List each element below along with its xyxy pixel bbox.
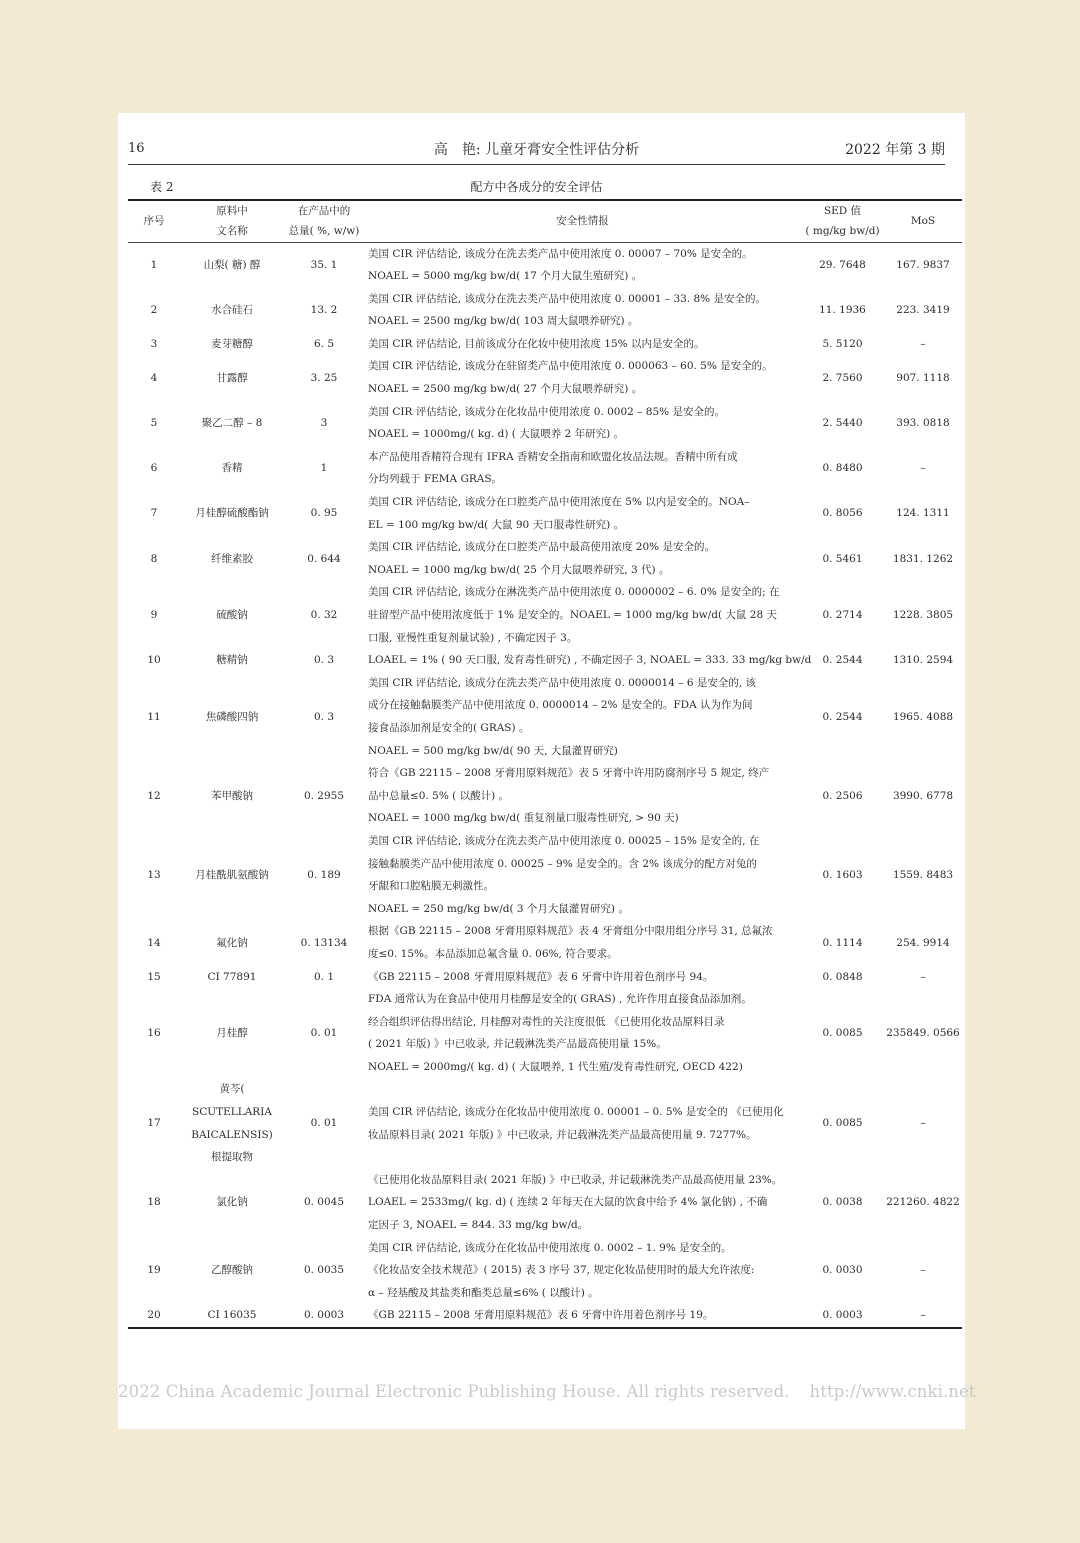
safety-info-line: 美国 CIR 评估结论, 该成分在洗去类产品中使用浓度 0. 0000014 – 6 是安全的, 该: [368, 676, 757, 689]
mos-value: 1310. 2594: [892, 654, 954, 667]
sed-value: 5. 5120: [822, 337, 863, 350]
product-amount: 35. 1: [310, 258, 338, 271]
safety-info-line: FDA 通常认为在食品中使用月桂醇是安全的( GRAS) , 允许作用直接食品添加剂。: [368, 993, 752, 1006]
product-amount: 0. 644: [307, 552, 341, 565]
safety-info: [364, 830, 801, 920]
sed-value: 0. 2544: [822, 710, 863, 723]
sed-value: 0. 8056: [822, 507, 863, 520]
sed-value: 2. 7560: [822, 371, 863, 384]
safety-info-line: EL = 100 mg/kg bw/d( 大鼠 90 天口服毒性研究) 。: [368, 518, 624, 531]
sed-value: 2. 5440: [822, 416, 863, 429]
table-row: [128, 1078, 962, 1168]
safety-info-line: 口服, 亚慢性重复剂量试验) , 不确定因子 3。: [368, 631, 578, 644]
table-row: [128, 288, 962, 333]
header-safety-info: 安全性情报: [556, 215, 609, 228]
ingredient-name: 水合硅石: [211, 303, 253, 316]
safety-assessment-table: [128, 199, 962, 1329]
safety-info: [364, 762, 801, 830]
safety-info-line: NOAEL = 2500 mg/kg bw/d( 27 个月大鼠喂养研究) 。: [368, 383, 643, 396]
mos-value: –: [920, 1264, 926, 1277]
row-number: 13: [147, 868, 161, 881]
row-number: 14: [147, 936, 161, 949]
safety-info-line: NOAEL = 1000 mg/kg bw/d( 25 个月大鼠喂养研究, 3 代) 。: [368, 563, 670, 576]
ingredient-name: 氯化钠: [216, 1196, 248, 1209]
safety-info-line: NOAEL = 250 mg/kg bw/d( 3 个月大鼠灌胃研究) 。: [368, 902, 629, 915]
ingredient-name-line: 根提取物: [211, 1151, 253, 1164]
table-row: [128, 966, 962, 989]
header-name-line-2: 文名称: [216, 225, 248, 238]
safety-info-line: 接食品添加剂是安全的( GRAS) 。: [368, 721, 530, 734]
table-row: [128, 355, 962, 400]
safety-info-line: 美国 CIR 评估结论, 该成分在化妆品中使用浓度 0. 00001 – 0. 5% 是安全的 《已使用化: [368, 1106, 784, 1119]
ingredient-name: CI 16035: [207, 1309, 257, 1322]
product-amount: 0. 3: [313, 710, 335, 723]
mos-value: 167. 9837: [896, 258, 950, 271]
safety-info-line: 驻留型产品中使用浓度低于 1% 是安全的。NOAEL = 1000 mg/kg bw/d( 大鼠 28 天: [368, 609, 777, 621]
safety-info-line: NOAEL = 1000 mg/kg bw/d( 重复剂量口服毒性研究, > 90 天): [368, 812, 679, 825]
ingredient-name: 香精: [221, 462, 243, 475]
sed-value: 0. 5461: [822, 552, 863, 565]
product-amount: 0. 2955: [303, 789, 345, 802]
product-amount: 0. 95: [310, 507, 338, 520]
mos-value: 1228. 3805: [892, 609, 954, 621]
sed-value: 0. 0085: [822, 1117, 863, 1130]
product-amount: 0. 3: [313, 654, 335, 667]
safety-info: [364, 333, 801, 356]
safety-info-line: 美国 CIR 评估结论, 该成分在化妆品中使用浓度 0. 0002 – 1. 9% 是安全的。: [368, 1241, 732, 1254]
safety-info-line: 美国 CIR 评估结论, 该成分在化妆品中使用浓度 0. 0002 – 85% 是安全的。: [368, 405, 725, 418]
safety-info: [364, 920, 801, 965]
product-amount: 13. 2: [310, 303, 338, 316]
ingredient-name: 甘露醇: [216, 371, 248, 384]
safety-info-line: 美国 CIR 评估结论, 该成分在淋洗类产品中使用浓度 0. 0000002 – 6. 0% 是安全的; 在: [368, 586, 780, 599]
mos-value: 221260. 4822: [886, 1196, 960, 1209]
ingredient-name: CI 77891: [207, 970, 257, 983]
product-amount: 6. 5: [313, 337, 335, 350]
table-row: [128, 581, 962, 649]
row-number: 1: [150, 258, 158, 271]
safety-info-line: 根据《GB 22115 – 2008 牙膏用原料规范》表 4 牙膏组分中限用组分序号 31, 总氟浓: [368, 925, 773, 938]
row-number: 3: [150, 337, 158, 350]
product-amount: 0. 13134: [300, 936, 348, 949]
mos-value: 235849. 0566: [886, 1026, 960, 1039]
safety-info-line: 美国 CIR 评估结论, 该成分在口腔类产品中使用浓度在 5% 以内是安全的。NOA–: [368, 496, 750, 509]
row-number: 16: [147, 1026, 161, 1039]
table-row: [128, 446, 962, 491]
header-name-line-1: 原料中: [216, 205, 248, 218]
table-title: 配方中各成分的安全评估: [470, 180, 603, 194]
table-row: [128, 988, 962, 1078]
table-number: 表 2: [150, 180, 174, 194]
safety-info: [364, 401, 801, 446]
safety-info: [364, 288, 801, 333]
safety-info: [364, 672, 801, 762]
safety-info: [364, 355, 801, 400]
safety-info-line: 美国 CIR 评估结论, 该成分在驻留类产品中使用浓度 0. 000063 – 60. 5% 是安全的。: [368, 360, 773, 373]
row-number: 12: [147, 789, 161, 802]
row-number: 10: [147, 654, 161, 667]
table-row: [128, 830, 962, 920]
safety-info-line: LOAEL = 2533mg/( kg. d) ( 连续 2 年每天在大鼠的饮食中给予 4% 氯化钠) , 不确: [368, 1196, 768, 1209]
mos-value: –: [920, 462, 926, 475]
product-amount: 0. 0035: [303, 1264, 345, 1277]
product-amount: 1: [320, 462, 328, 475]
safety-info: [364, 242, 801, 288]
safety-info: [364, 1237, 801, 1305]
sed-value: 0. 1114: [822, 936, 863, 949]
sed-value: 0. 0085: [822, 1026, 863, 1039]
mos-value: –: [920, 337, 926, 350]
safety-info-line: 经合组织评估得出结论, 月桂醇对毒性的关注度很低 《已使用化妆品原料目录: [368, 1015, 725, 1028]
table-row: [128, 1304, 962, 1328]
safety-info-line: NOAEL = 2000mg/( kg. d) ( 大鼠喂养, 1 代生殖/发育毒性研究, OECD 422): [368, 1060, 743, 1073]
ingredient-name-line: BAICALENSIS): [191, 1128, 273, 1141]
table-row: [128, 536, 962, 581]
safety-info: [364, 491, 801, 536]
table-row: [128, 333, 962, 356]
product-amount: 0. 1: [313, 970, 335, 983]
safety-info-line: 美国 CIR 评估结论, 该成分在口腔类产品中最高使用浓度 20% 是安全的。: [368, 541, 715, 554]
mos-value: 907. 1118: [896, 371, 950, 384]
safety-info: [364, 536, 801, 581]
safety-info-line: NOAEL = 2500 mg/kg bw/d( 103 周大鼠喂养研究) 。: [368, 315, 639, 328]
table-row: [128, 672, 962, 762]
ingredient-name: 聚乙二醇 – 8: [201, 416, 263, 429]
safety-info: [364, 1169, 801, 1237]
header-mos: MoS: [910, 215, 936, 228]
ingredient-name: 月桂酰肌氨酸钠: [195, 868, 269, 881]
mos-value: –: [920, 970, 926, 983]
ingredient-name: [180, 1078, 284, 1168]
safety-info-line: 成分在接触黏膜类产品中使用浓度 0. 0000014 – 2% 是安全的。FDA 认为作为间: [368, 699, 753, 712]
table-header-row: [128, 200, 962, 242]
header-amount: [284, 200, 364, 242]
ingredient-name-line: 黄芩( SCUTELLARIA: [192, 1083, 272, 1119]
ingredient-name: 糖精钠: [216, 654, 248, 667]
header-sed-line-1: SED 值: [823, 205, 862, 218]
safety-info: [364, 1304, 801, 1328]
safety-info-line: NOAEL = 1000mg/( kg. d) ( 大鼠喂养 2 年研究) 。: [368, 428, 624, 441]
row-number: 17: [147, 1117, 161, 1130]
table-row: [128, 649, 962, 672]
ingredient-name: 纤维素胶: [211, 552, 253, 565]
row-number: 18: [147, 1196, 161, 1209]
safety-info-line: 品中总量≤0. 5% ( 以酸计) 。: [368, 789, 510, 802]
safety-info: [364, 966, 801, 989]
sed-value: 0. 0003: [822, 1309, 863, 1322]
header-index: 序号: [143, 215, 165, 228]
safety-info: [364, 649, 812, 672]
article-running-title: 高 艳: 儿童牙膏安全性评估分析: [433, 142, 640, 158]
safety-info-line: 《GB 22115 – 2008 牙膏用原料规范》表 6 牙膏中许用着色剂序号 94。: [368, 970, 714, 983]
safety-info-line: 美国 CIR 评估结论, 该成分在洗去类产品中使用浓度 0. 00025 – 15% 是安全的, 在: [368, 834, 760, 847]
ingredient-name: 月桂醇硫酸酯钠: [195, 507, 269, 520]
sed-value: 0. 0038: [822, 1196, 863, 1209]
ingredient-name: 氟化钠: [216, 936, 248, 949]
product-amount: 3: [320, 416, 328, 429]
row-number: 6: [150, 462, 158, 475]
safety-info-line: 符合《GB 22115 – 2008 牙膏用原料规范》表 5 牙膏中许用防腐剂序号 5 规定, 终产: [368, 767, 770, 780]
table-caption: [128, 176, 945, 196]
ingredient-name: 月桂醇: [216, 1026, 248, 1039]
mos-value: 3990. 6778: [892, 789, 954, 802]
safety-info-line: NOAEL = 5000 mg/kg bw/d( 17 个月大鼠生殖研究) 。: [368, 270, 643, 283]
ingredient-name: 麦芽糖醇: [211, 337, 253, 350]
table-row: [128, 1237, 962, 1305]
sed-value: 0. 8480: [822, 462, 863, 475]
safety-info-line: 分均列载于 FEMA GRAS。: [368, 473, 503, 486]
product-amount: 0. 0003: [303, 1309, 345, 1322]
copyright-watermark: [118, 1382, 976, 1401]
mos-value: 254. 9914: [896, 936, 950, 949]
safety-info-line: 《GB 22115 – 2008 牙膏用原料规范》表 6 牙膏中许用着色剂序号 19。: [368, 1309, 714, 1322]
header-amount-line-2: 总量( %, w/w): [288, 225, 360, 238]
row-number: 19: [147, 1264, 161, 1277]
safety-info: [364, 1078, 801, 1168]
mos-value: 223. 3419: [896, 303, 950, 316]
sed-value: 0. 2506: [822, 789, 863, 802]
sed-value: 0. 0848: [822, 970, 863, 983]
table-row: [128, 920, 962, 965]
row-number: 20: [147, 1309, 161, 1322]
sed-value: 11. 1936: [819, 303, 866, 316]
sed-value: 0. 2544: [822, 654, 863, 667]
mos-value: 1965. 4088: [892, 710, 954, 723]
sed-value: 0. 0030: [822, 1264, 863, 1277]
row-number: 15: [147, 970, 161, 983]
safety-info-line: 接触黏膜类产品中使用浓度 0. 00025 – 9% 是安全的。含 2% 该成分的配方对兔的: [368, 857, 757, 870]
mos-value: 124. 1311: [896, 507, 950, 520]
page-number: 16: [128, 141, 145, 156]
row-number: 2: [150, 303, 158, 316]
ingredient-name: 乙醇酸钠: [211, 1264, 253, 1277]
mos-value: –: [920, 1117, 926, 1130]
safety-info: [364, 988, 801, 1078]
product-amount: 0. 32: [310, 609, 338, 621]
safety-info-line: 妆品原料目录( 2021 年版) 》中已收录, 并记载淋洗类产品最高使用量 9. 7277%。: [368, 1128, 757, 1141]
safety-info-line: 牙龈和口腔粘膜无刺激性。: [368, 880, 494, 893]
watermark-url: http://www.cnki.net: [809, 1382, 976, 1401]
safety-info-line: ( 2021 年版) 》中已收录, 并记载淋洗类产品最高使用量 15%。: [368, 1038, 667, 1051]
running-header: [128, 139, 945, 161]
mos-value: –: [920, 1309, 926, 1322]
safety-info: [364, 581, 801, 649]
row-number: 9: [150, 609, 158, 621]
table-body: [128, 242, 962, 1328]
table-row: [128, 762, 962, 830]
header-rule: [128, 164, 945, 165]
safety-info-line: α – 羟基酸及其盐类和酯类总量≤6% ( 以酸计) 。: [368, 1286, 599, 1299]
row-number: 7: [150, 507, 158, 520]
mos-value: 1559. 8483: [892, 868, 954, 881]
row-number: 4: [150, 371, 158, 384]
header-sed: [801, 200, 884, 242]
sed-value: 29. 7648: [819, 258, 866, 271]
header-ingredient-name: [180, 200, 284, 242]
product-amount: 0. 0045: [303, 1196, 345, 1209]
journal-issue: 2022 年第 3 期: [845, 142, 945, 158]
watermark-text: 2022 China Academic Journal Electronic Publishing House. All rights reserved.: [118, 1382, 790, 1401]
table-row: [128, 491, 962, 536]
table-row: [128, 401, 962, 446]
table-row: [128, 1169, 962, 1237]
journal-page: [118, 113, 976, 1429]
safety-info-line: 美国 CIR 评估结论, 该成分在洗去类产品中使用浓度 0. 00001 – 33. 8% 是安全的。: [368, 292, 766, 305]
safety-info: [364, 446, 801, 491]
safety-info-line: 本产品使用香精符合现有 IFRA 香精安全指南和欧盟化妆品法规。香精中所有成: [368, 450, 738, 463]
ingredient-name: 硫酸钠: [216, 609, 248, 621]
ingredient-name: 山梨( 糖) 醇: [203, 258, 261, 271]
product-amount: 0. 01: [310, 1026, 338, 1039]
sed-value: 0. 1603: [822, 868, 863, 881]
safety-info-line: 定因子 3, NOAEL = 844. 33 mg/kg bw/d。: [368, 1219, 589, 1232]
safety-info-line: 《化妆品安全技术规范》( 2015) 表 3 序号 37, 规定化妆品使用时的最大允许浓度:: [368, 1264, 755, 1277]
table-row: [128, 242, 962, 288]
ingredient-name: 焦磷酸四钠: [205, 710, 259, 723]
row-number: 5: [150, 416, 158, 429]
product-amount: 0. 189: [307, 868, 341, 881]
ingredient-name: 苯甲酸钠: [211, 789, 253, 802]
sed-value: 0. 2714: [822, 609, 863, 621]
mos-value: 393. 0818: [896, 416, 950, 429]
safety-info-line: 美国 CIR 评估结论, 该成分在洗去类产品中使用浓度 0. 00007 – 70% 是安全的。: [368, 247, 753, 260]
safety-info-line: 《已使用化妆品原料目录( 2021 年版) 》中已收录, 并记载淋洗类产品最高使用量 23%。: [368, 1173, 783, 1186]
mos-value: 1831. 1262: [892, 552, 954, 565]
product-amount: 0. 01: [310, 1117, 338, 1130]
product-amount: 3. 25: [310, 371, 338, 384]
safety-info-line: NOAEL = 500 mg/kg bw/d( 90 天, 大鼠灌胃研究): [368, 744, 618, 757]
safety-info-line: LOAEL = 1% ( 90 天口服, 发育毒性研究) , 不确定因子 3, NOAEL = 333. 33 mg/kg bw/d: [368, 654, 812, 667]
header-sed-line-2: ( mg/kg bw/d): [805, 225, 880, 238]
safety-info-line: 度≤0. 15%。本品添加总氟含量 0. 06%, 符合要求。: [368, 947, 618, 960]
row-number: 8: [150, 552, 158, 565]
header-amount-line-1: 在产品中的: [297, 205, 351, 218]
row-number: 11: [147, 710, 161, 723]
safety-info-line: 美国 CIR 评估结论, 目前该成分在化妆中使用浓度 15% 以内是安全的。: [368, 337, 705, 350]
